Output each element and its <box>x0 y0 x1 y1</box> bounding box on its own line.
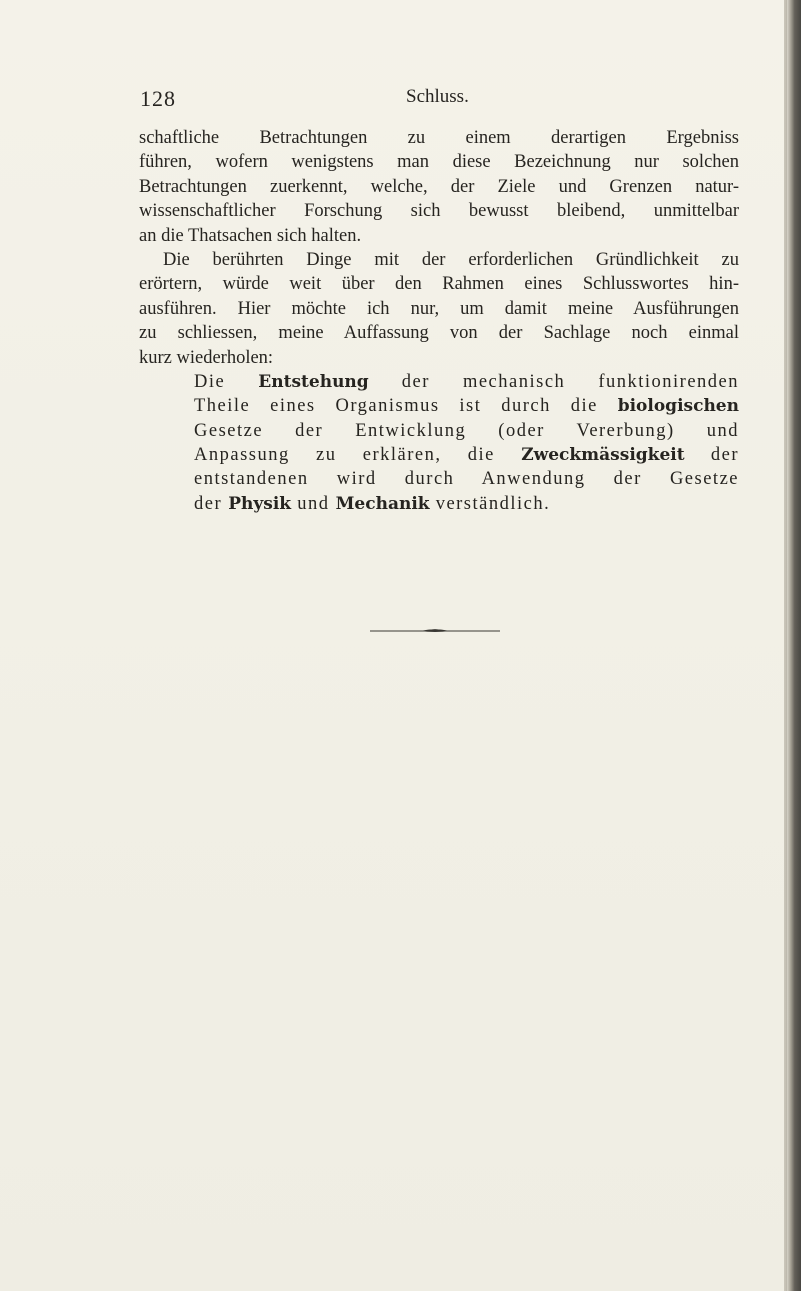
emphasis-term: Zweckmässigkeit <box>521 445 685 466</box>
text-line: Betrachtungen zuerkennt, welche, der Ziele und Grenzen natur- <box>139 176 739 197</box>
body-text <box>139 126 739 516</box>
quote-line: entstandenen wird durch Anwendung der Gesetze <box>194 469 739 490</box>
quote-text: der <box>684 445 739 466</box>
quote-line <box>139 394 739 418</box>
running-head: Schluss. <box>406 86 469 107</box>
text-line: erörtern, würde weit über den Rahmen eines Schlusswortes hin- <box>139 274 739 295</box>
quote-line: Gesetze der Entwicklung (oder Vererbung) und <box>194 420 739 441</box>
quote-text: Die <box>194 371 259 392</box>
quote-text: der mechanisch funktionirenden <box>368 371 740 392</box>
text-line: wissenschaftlicher Forschung sich bewusst bleibend, unmittelbar <box>139 201 739 222</box>
quote-line <box>139 492 739 516</box>
emphasis-term: Physik <box>228 493 292 514</box>
ornamental-rule-graphic <box>370 628 500 634</box>
page-header <box>140 86 738 116</box>
quote-line <box>139 370 739 394</box>
text-line: an die Thatsachen sich halten. <box>139 225 362 246</box>
quote-text: Theile eines Organismus ist durch die <box>194 396 618 417</box>
text-line: Die berührten Dinge mit der erforderlichen Gründlichkeit zu <box>163 249 739 270</box>
page-number: 128 <box>140 86 176 111</box>
ornamental-rule <box>370 628 500 630</box>
text-line: ausführen. Hier möchte ich nur, um damit meine Ausführungen <box>139 298 739 319</box>
text-line: zu schliessen, meine Auffassung von der Sachlage noch einmal <box>139 323 739 344</box>
text-line: kurz wiederholen: <box>139 347 274 368</box>
quote-text: verständlich. <box>429 493 551 514</box>
emphasis-term: Entstehung <box>258 371 369 392</box>
text-line: führen, wofern wenigstens man diese Bezeichnung nur solchen <box>139 152 739 173</box>
page-edge <box>785 0 801 1291</box>
emphasis-term: Mechanik <box>335 493 430 514</box>
quote-text: Anpassung zu erklären, die <box>194 445 522 466</box>
emphasis-term: biologischen <box>617 396 739 417</box>
quote-text: und <box>291 493 336 514</box>
quote-text: der <box>194 493 229 514</box>
text-line: schaftliche Betrachtungen zu einem derartigen Ergebniss <box>139 128 739 148</box>
quote-line <box>139 443 739 467</box>
